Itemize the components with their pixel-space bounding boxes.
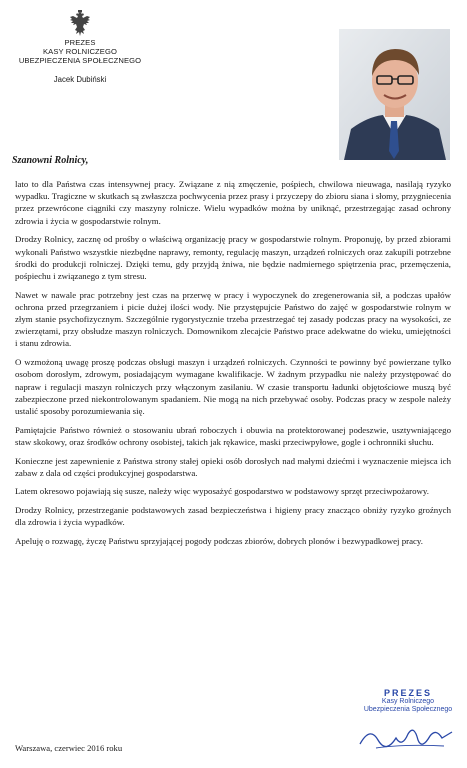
portrait-photo (339, 29, 450, 160)
letter-body (15, 178, 451, 554)
paragraph: Apeluję o rozwagę, życzę Państwu sprzyjającej pogody podczas zbiorów, dobrych plonów i bezwypadkowej pracy. (15, 536, 423, 547)
paragraph: Pamiętajcie Państwo również o stosowaniu ubrań roboczych i obuwia na protektorowanej podeszwie, usztywniającego staw skokowy, oraz środków ochrony osobistej, takich jak rękawice, maski przeciwpyłowe, gogle i ochronniki słuchu. (15, 424, 451, 447)
stamp-title: PREZES (383, 688, 432, 698)
paragraph: Latem okresowo pojawiają się susze, należy więc wyposażyć gospodarstwo w podstawowy sprzęt przeciwpożarowy. (15, 486, 429, 497)
greeting: Szanowni Rolnicy, (12, 155, 89, 166)
paragraph: O wzmożoną uwagę proszę podczas obsługi maszyn i urządzeń rolniczych. Czynności te powinny być powierzane tylko osobom dorosłym, zdrowym, posiadającym wymagane kwalifikacje. W żadnym przypadku nie należy przystępować do napraw i regulacji maszyn rolniczych przy włączonym zasilaniu. W czasie transportu ładunki objętościowe muszą być zabezpieczone przed niekontrolowanym spadaniem. Nie mogą na nich przebywać osoby. Podczas pracy w zespole należy ustalić sposoby porozumiewania się. (15, 357, 451, 416)
letterhead (10, 10, 150, 84)
header-title: PREZES (64, 38, 96, 47)
paragraph: lato to dla Państwa czas intensywnej pracy. Związane z nią zmęczenie, pośpiech, chwilowa nieuwaga, nasilają ryzyko wypadku. Tragiczne w skutkach są zwłaszcza pochwycenia przez prasy i przyczepy do zbioru siana i słomy, przygniecenia przez przewrócone ciągniki czy maszyny rolnicze. Wielu wypadków można by uniknąć, przestrzegając zasad ochrony zdrowia i życia w gospodarstwie rolnym. (15, 179, 451, 226)
paragraph: Nawet w nawale prac potrzebny jest czas na przerwę w pracy i wypoczynek do zregenerowania sił, a podczas upałów ochrona przed przegrzaniem i picie dużej ilości wody. Nie przystępujcie Państwo do zajęć w gospodarstwie rolnym w złym stanie psychofizycznym. Szczególnie rygorystycznie trzeba przestrzegać tej zasady podczas pracy na wysokości, ze zwierzętami, przy obsłudze maszyn rolniczych. Domownikom zlecajcie Państwo prace adekwatne do wieku, umiejętności i stanu zdrowia. (15, 289, 451, 349)
place-date: Warszawa, czerwiec 2016 roku (15, 743, 123, 753)
official-stamp (353, 688, 463, 714)
eagle-emblem-icon (68, 10, 92, 38)
paragraph: Konieczne jest zapewnienie z Państwa strony stałej opieki osób dorosłych nad małymi dziećmi i wyznaczenie miejsca ich zabaw z dala od części produkcyjnej gospodarstwa. (15, 455, 451, 478)
author-name: Jacek Dubiński (53, 75, 107, 84)
handwritten-signature (356, 720, 456, 754)
header-subtitle-line1: KASY ROLNICZEGO (43, 47, 117, 56)
stamp-line: Ubezpieczenia Społecznego (363, 706, 453, 713)
header-subtitle-line2: UBEZPIECZENIA SPOŁECZNEGO (18, 56, 142, 65)
paragraph: Drodzy Rolnicy, zacznę od prośby o właściwą organizację pracy w gospodarstwie rolnym. Proponuję, by przed zbiorami wykonali Państwo wszystkie niezbędne naprawy, remonty, regulację maszyn, urządzeń rolniczych oraz zakupili potrzebne środki do produkcji rolniczej. Dzięki temu, gdy przyjdą żniwa, nie będzie nadmiernego spiętrzenia prac, przemęczenia, pośpiechu i związanego z tym stresu. (15, 234, 451, 281)
stamp-line: Kasy Rolniczego (381, 698, 435, 705)
paragraph: Drodzy Rolnicy, przestrzeganie podstawowych zasad bezpieczeństwa i higieny pracy znacząco obniży ryzyko groźnych dla zdrowia i życia wypadków. (15, 505, 451, 528)
